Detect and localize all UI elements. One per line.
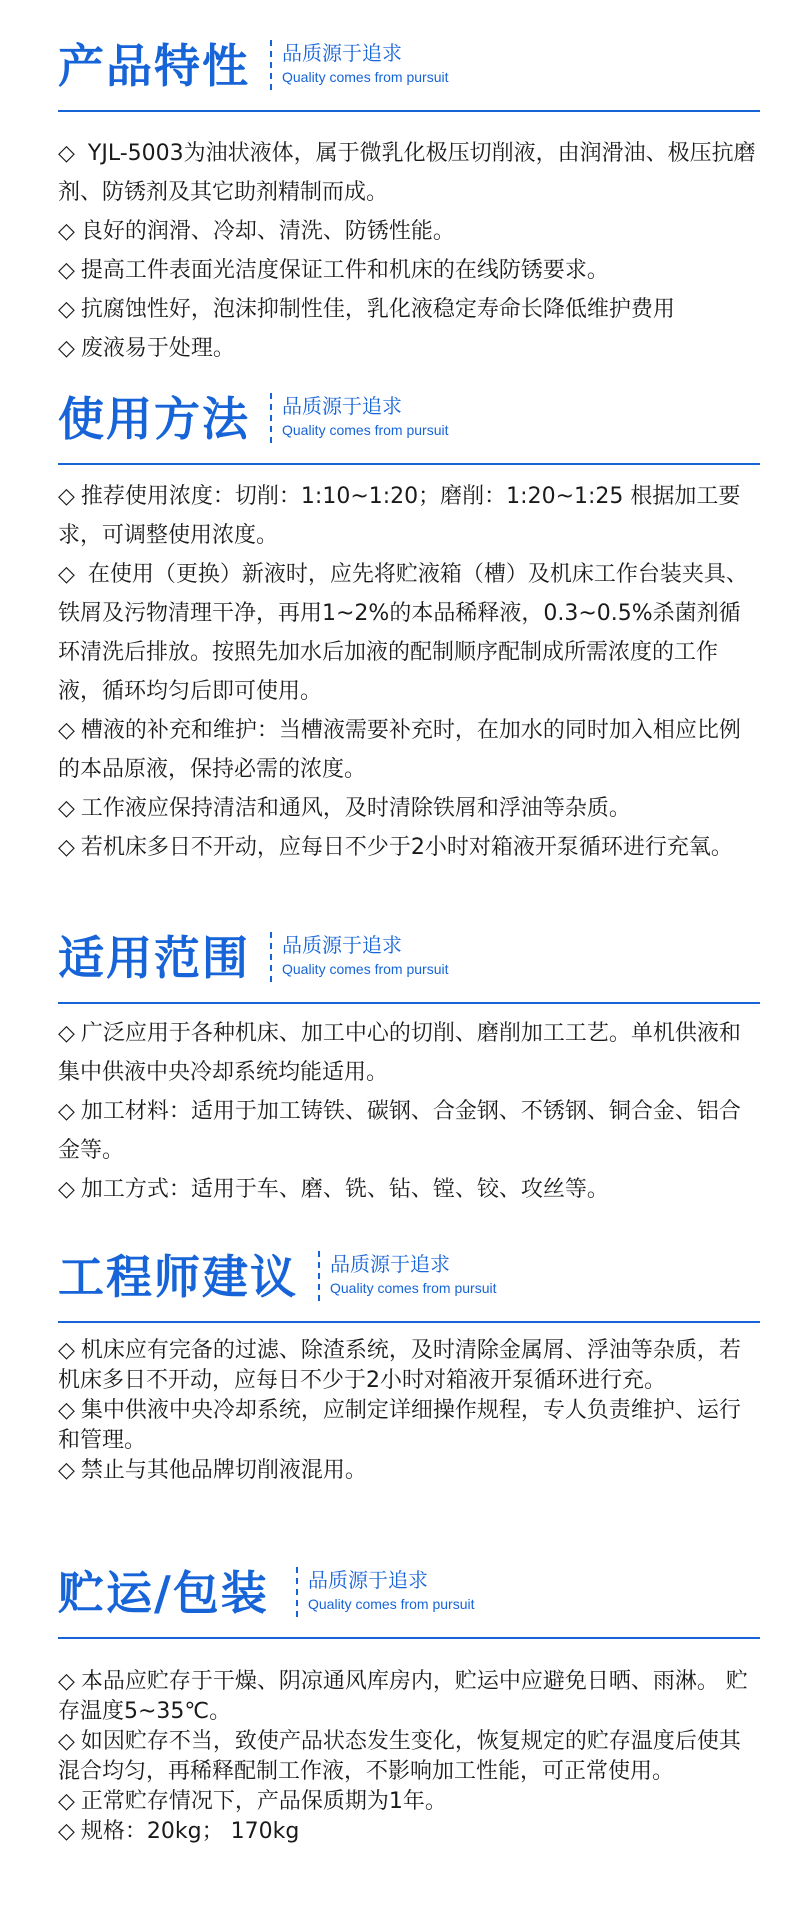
list-item: ◇ 抗腐蚀性好，泡沫抑制性佳，乳化液稳定寿命长降低维护费用 (58, 297, 675, 322)
section-rule (58, 1321, 760, 1323)
tagline-zh: 品质源于追求 (282, 41, 402, 65)
list-item: ◇ 本品应贮存于干燥、阴凉通风库房内，贮运中应避免日晒、雨淋。 贮存温度5~35℃。 (58, 1669, 748, 1724)
tagline-en: Quality comes from pursuit (282, 69, 449, 85)
diamond-bullet-icon: ◇ (58, 484, 75, 509)
diamond-bullet-icon: ◇ (58, 141, 75, 166)
list-item: ◇ 若机床多日不开动，应每日不少于2小时对箱液开泵循环进行充氧。 (58, 835, 733, 860)
diamond-bullet-icon: ◇ (58, 1398, 75, 1423)
diamond-bullet-icon: ◇ (58, 1669, 75, 1694)
diamond-bullet-icon: ◇ (58, 258, 75, 283)
section-rule (58, 110, 760, 112)
diamond-bullet-icon: ◇ (58, 1338, 75, 1363)
diamond-bullet-icon: ◇ (58, 1789, 75, 1814)
header-divider (270, 393, 272, 443)
section-header (0, 1557, 800, 1637)
diamond-bullet-icon: ◇ (58, 1177, 75, 1202)
section-body (58, 1336, 758, 1486)
section-header (0, 30, 800, 110)
section-rule (58, 1637, 760, 1639)
list-item: ◇ 规格：20kg； 170kg (58, 1819, 300, 1844)
tagline-zh: 品质源于追求 (308, 1568, 428, 1592)
list-item: ◇ 广泛应用于各种机床、加工中心的切削、磨削加工工艺。单机供液和集中供液中央冷却系统均能适用。 (58, 1021, 741, 1085)
section-storage-packaging (0, 1557, 800, 1844)
section-engineer-advice (0, 1241, 800, 1483)
section-title: 工程师建议 (58, 1250, 298, 1304)
section-scope (0, 922, 800, 1202)
tagline-en: Quality comes from pursuit (308, 1596, 475, 1612)
list-item: ◇ 如因贮存不当，致使产品状态发生变化，恢复规定的贮存温度后使其混合均匀，再稀释配制工作液，不影响加工性能，可正常使用。 (58, 1729, 741, 1784)
list-item: ◇ 机床应有完备的过滤、除渣系统，及时清除金属屑、浮油等杂质，若机床多日不开动，应每日不少于2小时对箱液开泵循环进行充。 (58, 1338, 741, 1393)
list-item: ◇ 禁止与其他品牌切削液混用。 (58, 1458, 367, 1483)
header-divider (270, 40, 272, 90)
tagline (282, 40, 449, 88)
tagline-zh: 品质源于追求 (330, 1252, 450, 1276)
diamond-bullet-icon: ◇ (58, 1458, 75, 1483)
list-item: ◇ YJL-5003为油状液体，属于微乳化极压切削液，由润滑油、极压抗磨剂、防锈剂及其它助剂精制而成。 (58, 141, 756, 205)
list-item: ◇ 工作液应保持清洁和通风，及时清除铁屑和浮油等杂质。 (58, 796, 631, 821)
list-item: ◇ 在使用（更换）新液时，应先将贮液箱（槽）及机床工作台装夹具、铁屑及污物清理干净，再用1~2%的本品稀释液，0.3~0.5%杀菌剂循环清洗后排放。按照先加水后加液的配制顺序配制成所需浓度的工作液，循环均匀后即可使用。 (58, 562, 748, 704)
section-title: 适用范围 (58, 931, 250, 985)
section-usage (0, 383, 800, 860)
tagline-zh: 品质源于追求 (282, 394, 402, 418)
header-divider (296, 1567, 298, 1617)
list-item: ◇ 加工方式：适用于车、磨、铣、钻、镗、铰、攻丝等。 (58, 1177, 609, 1202)
list-item: ◇ 正常贮存情况下，产品保质期为1年。 (58, 1789, 447, 1814)
section-title: 产品特性 (58, 39, 250, 93)
diamond-bullet-icon: ◇ (58, 1819, 75, 1844)
diamond-bullet-icon: ◇ (58, 835, 75, 860)
list-item: ◇ 槽液的补充和维护：当槽液需要补充时，在加水的同时加入相应比例的本品原液，保持必需的浓度。 (58, 718, 741, 782)
section-header (0, 383, 800, 463)
diamond-bullet-icon: ◇ (58, 796, 75, 821)
section-body (58, 477, 758, 867)
section-header (0, 922, 800, 1002)
diamond-bullet-icon: ◇ (58, 718, 75, 743)
tagline-zh: 品质源于追求 (282, 933, 402, 957)
diamond-bullet-icon: ◇ (58, 562, 75, 587)
list-item: ◇ 提高工件表面光洁度保证工件和机床的在线防锈要求。 (58, 258, 609, 283)
section-rule (58, 463, 760, 465)
tagline-en: Quality comes from pursuit (282, 961, 449, 977)
list-item: ◇ 废液易于处理。 (58, 336, 235, 361)
tagline (282, 393, 449, 441)
list-item: ◇ 推荐使用浓度：切削：1:10~1:20；磨削：1:20~1:25 根据加工要求，可调整使用浓度。 (58, 484, 741, 548)
section-title: 贮运/包装 (58, 1566, 269, 1620)
section-title: 使用方法 (58, 392, 250, 446)
list-item: ◇ 加工材料：适用于加工铸铁、碳钢、合金钢、不锈钢、铜合金、铝合金等。 (58, 1099, 741, 1163)
diamond-bullet-icon: ◇ (58, 1099, 75, 1124)
diamond-bullet-icon: ◇ (58, 1729, 75, 1754)
list-item: ◇ 集中供液中央冷却系统，应制定详细操作规程，专人负责维护、运行和管理。 (58, 1398, 741, 1453)
section-product-features (0, 30, 800, 361)
tagline (282, 932, 449, 980)
list-item: ◇ 良好的润滑、冷却、清洗、防锈性能。 (58, 219, 455, 244)
diamond-bullet-icon: ◇ (58, 1021, 75, 1046)
header-divider (270, 932, 272, 982)
section-rule (58, 1002, 760, 1004)
tagline (308, 1567, 475, 1615)
section-body (58, 1014, 758, 1209)
section-header (0, 1241, 800, 1321)
section-body (58, 1667, 758, 1847)
tagline-en: Quality comes from pursuit (330, 1280, 497, 1296)
tagline-en: Quality comes from pursuit (282, 422, 449, 438)
diamond-bullet-icon: ◇ (58, 219, 75, 244)
tagline (330, 1251, 497, 1299)
section-body (58, 134, 758, 368)
header-divider (318, 1251, 320, 1301)
diamond-bullet-icon: ◇ (58, 336, 75, 361)
diamond-bullet-icon: ◇ (58, 297, 75, 322)
